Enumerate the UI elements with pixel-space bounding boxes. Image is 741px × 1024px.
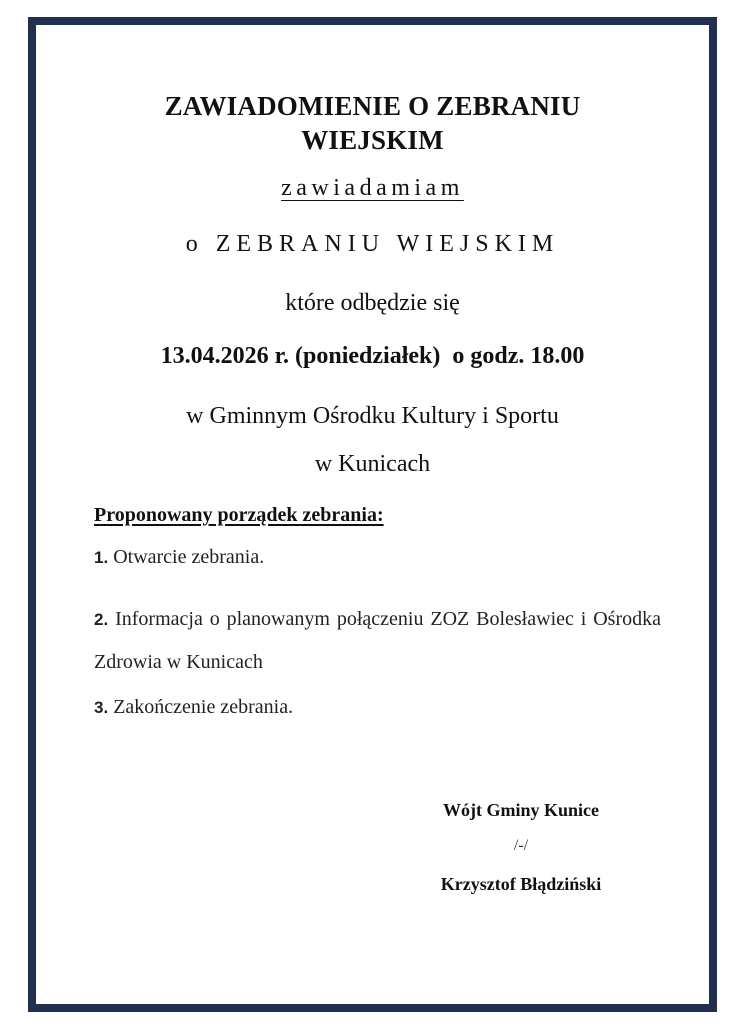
notify-line [36,175,709,202]
agenda-item-number: 3. [94,698,109,717]
title-line-1: ZAWIADOMIENIE O ZEBRANIU [164,91,581,121]
held-line: które odbędzie się [285,290,460,316]
agenda-item-number: 1. [94,548,109,567]
agenda-item [94,598,661,684]
document-frame [28,17,717,1012]
agenda-title: Proponowany porządek zebrania: [94,504,384,526]
agenda-item-text: Otwarcie zebrania. [113,546,265,568]
agenda-item-text: Informacja o planowanym połączeniu ZOZ Bolesławiec i Ośrodka Zdrowia w Kunicach [94,608,661,673]
title-line-2: WIEJSKIM [301,125,444,155]
meeting-line: o ZEBRANIU WIEJSKIM [185,231,560,257]
agenda-item [94,696,661,719]
signature-mark: /-/ [513,837,529,854]
meeting-datetime: 13.04.2026 r. (poniedziałek) o godz. 18.00 [160,343,585,369]
signatory-title: Wójt Gminy Kunice [443,800,599,820]
agenda-item-text: Zakończenie zebrania. [113,696,294,718]
notify-text: zawiadamiam [281,175,464,201]
document-title [36,89,709,157]
venue-line-1: w Gminnym Ośrodku Kultury i Sportu [186,403,559,429]
agenda-item [94,546,661,569]
venue-line-2: w Kunicach [314,451,431,477]
signatory-name: Krzysztof Błądziński [440,874,602,894]
agenda-item-number: 2. [94,610,109,629]
